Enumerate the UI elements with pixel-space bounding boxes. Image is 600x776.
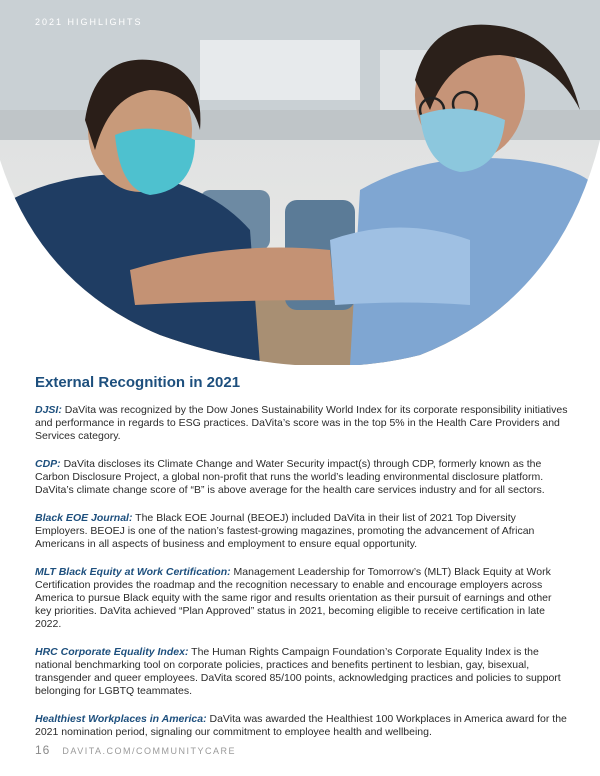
entry-cdp: [35, 458, 570, 497]
page-footer: [35, 743, 236, 759]
entry-text: DaVita was recognized by the Dow Jones Sustainability World Index for its corporate responsibility initiatives and performance in regards to ESG practices. DaVita’s score was in the top 5% in the Health Care Providers and Services category.: [35, 404, 568, 442]
recognition-list: [35, 404, 570, 754]
entry-term: DJSI:: [35, 404, 62, 416]
entry-text: Management Leadership for Tomorrow’s (MLT) Black Equity at Work Certification provides the roadmap and the recognition necessary to enable and encourage employers across America to pursue Black equity with the same rigor and results orientation as their pursuit of earnings and other key priorities. DaVita achieved “Plan Approved” status in 2021, becoming eligible to receive certification in late 2022.: [35, 566, 552, 630]
section-label: 2021 HIGHLIGHTS: [35, 17, 143, 27]
photo-two-nurses-elbow-bump-icon: [0, 0, 600, 365]
entry-mlt-certification: [35, 566, 570, 631]
entry-text: DaVita discloses its Climate Change and Water Security impact(s) through CDP, formerly known as the Carbon Disclosure Project, a global non-profit that runs the world’s leading environmental disclosure platform. DaVita’s climate change score of “B” is above average for the health care services industry and for all sectors.: [35, 458, 545, 496]
entry-text: DaVita was awarded the Healthiest 100 Workplaces in America award for the 2021 nomination period, signaling our commitment to employee health and wellbeing.: [35, 713, 567, 738]
entry-djsi: [35, 404, 570, 443]
entry-term: HRC Corporate Equality Index:: [35, 646, 189, 658]
page-heading: External Recognition in 2021: [35, 374, 241, 391]
entry-text: The Human Rights Campaign Foundation’s Corporate Equality Index is the national benchmarking tool on corporate policies, practices and benefits pertinent to lesbian, gay, bisexual, transgender and queer employees. DaVita scored 85/100 points, acknowledging practices and policies to support belonging for LGBTQ teammates.: [35, 646, 561, 697]
entry-healthiest-workplaces: [35, 713, 570, 739]
entry-term: Black EOE Journal:: [35, 512, 133, 524]
website-link[interactable]: DAVITA.COM/COMMUNITYCARE: [62, 746, 237, 756]
header-photo: [0, 0, 600, 365]
entry-term: CDP:: [35, 458, 61, 470]
page-number: 16: [35, 743, 51, 757]
entry-text: The Black EOE Journal (BEOEJ) included DaVita in their list of 2021 Top Diversity Employers. BEOEJ is one of the nation’s fastest-growing magazines, promoting the advancement of African Americans in all aspects of business and employment to ensure equal opportunity.: [35, 512, 535, 550]
entry-term: Healthiest Workplaces in America:: [35, 713, 207, 725]
entry-term: MLT Black Equity at Work Certification:: [35, 566, 231, 578]
entry-black-eoe-journal: [35, 512, 570, 551]
entry-hrc-equality-index: [35, 646, 570, 698]
